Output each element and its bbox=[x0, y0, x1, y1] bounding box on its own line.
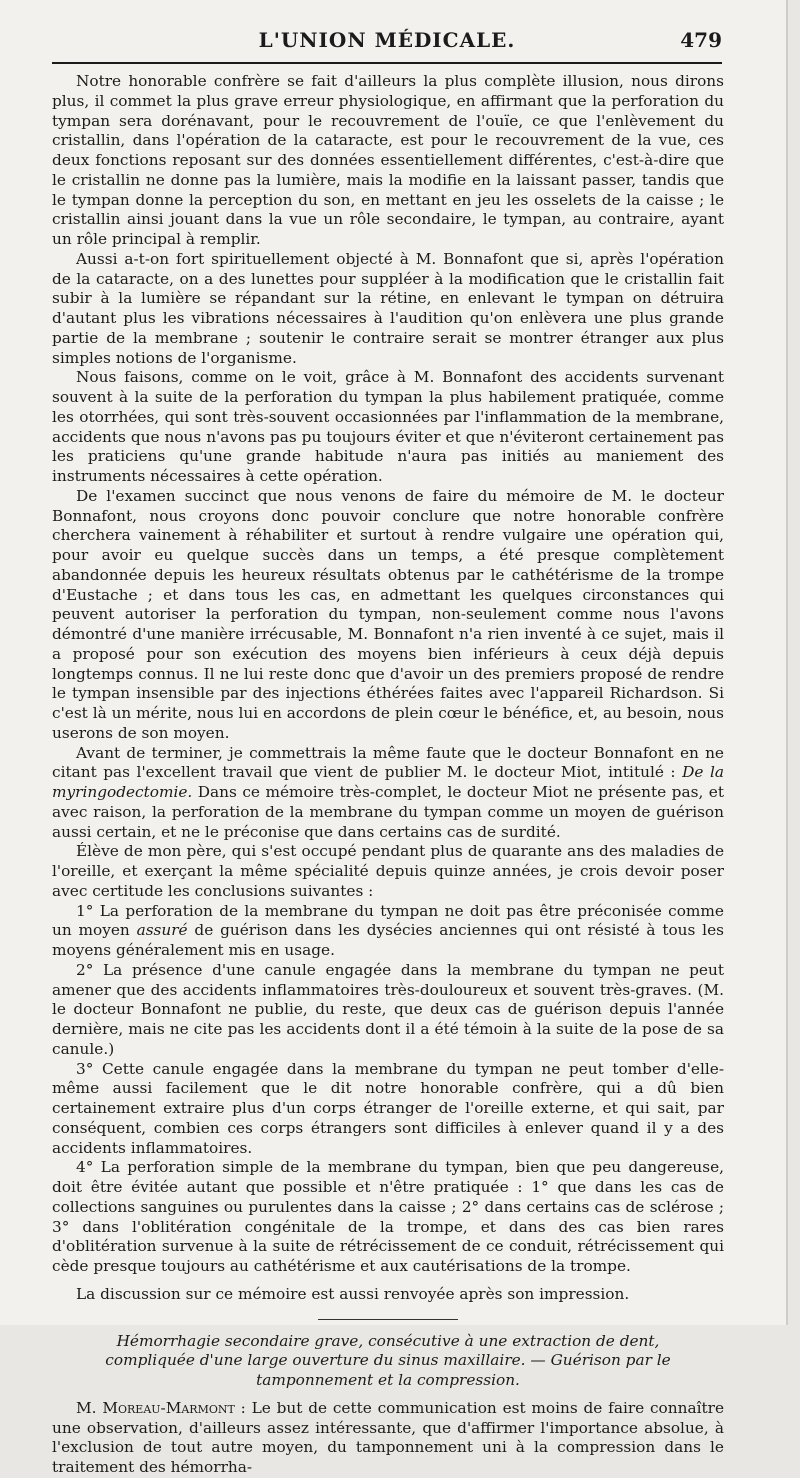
body-text bbox=[52, 72, 724, 1478]
page-number: 479 bbox=[680, 28, 722, 52]
text-span: Dans ce mémoire très-complet, le docteur Miot ne présente pas, et avec raison, la perforation de la membrane du tympan comme un moyen de guérison aussi certain, et ne le préconise que dans certains cas de surdité. bbox=[52, 783, 724, 841]
speaker-name: M. Moreau-Marmont bbox=[76, 1398, 235, 1417]
paragraph: Notre honorable confrère se fait d'ailleurs la plus complète illusion, nous dirons plus, il commet la plus grave erreur physiologique, en affirmant que la perforation du tympan sera dorénavant, pour le recouvrement de l'ouïe, ce que l'enlèvement du cristallin, dans l'opération de la cataracte, est pour le recouvrement de la vue, ces deux fonctions reposant sur des données essentiellement différentes, c'est-à-dire que le cristallin ne donne pas la lumière, mais la modifie en la laissant passer, tandis que le tympan donne la perception du son, en mettant en jeu les osselets de la caisse ; le cristallin ainsi jouant dans la vue un rôle secondaire, le tympan, au contraire, ayant un rôle principal à remplir. bbox=[52, 72, 724, 248]
conclusion-item: 2° La présence d'une canule engagée dans la membrane du tympan ne peut amener que des accidents inflammatoires très-douloureux et souvent très-graves. (M. le docteur Bonnafont ne publie, du reste, que deux cas de guérison depuis l'année dernière, mais ne cite pas les accidents dont il a été témoin à la suite de la pose de sa canule.) bbox=[52, 960, 724, 1058]
emphasis: assuré bbox=[136, 921, 188, 940]
running-title: L'UNION MÉDICALE. bbox=[258, 28, 516, 52]
paragraph-final bbox=[52, 1399, 724, 1478]
cited-title: De la myringodectomie. bbox=[52, 763, 724, 801]
paragraph-miot bbox=[52, 744, 724, 843]
text-span: : Le but de cette communication est moins de faire connaître une observation, d'ailleurs assez intéressante, que d'affirmer l'importance absolue, à l'exclusion de tout autre moyen, du tamponnement uni à la compression dans le traitement des hémorrha- bbox=[52, 1398, 724, 1476]
conclusion-item bbox=[52, 902, 724, 961]
conclusion-item: 4° La perforation simple de la membrane du tympan, bien que peu dangereuse, doit être évitée autant que possible et n'être pratiquée : 1° que dans les cas de collections sanguines ou purulentes dans la caisse ; 2° dans certains cas de sclérose ; 3° dans l'oblitération congénitale de la trompe, et dans des cas bien rares d'oblitération survenue à la suite de rétrécissement de ce conduit, rétrécissement qui cède presque toujours au cathétérisme et aux cautérisations de la trompe. bbox=[52, 1158, 724, 1275]
section-title: Hémorrhagie secondaire grave, consécutive à une extraction de dent, compliquée d'une large ouverture du sinus maxillaire. — Guérison par le tamponnement et la compression. bbox=[105, 1331, 671, 1389]
text-span: Avant de terminer, je commettrais la même faute que le docteur Bonnafont en ne citant pas l'excellent travail que vient de publier M. le docteur Miot, intitulé : bbox=[52, 743, 724, 782]
paragraph: Élève de mon père, qui s'est occupé pendant plus de quarante ans des maladies de l'oreille, et exerçant la même spécialité depuis quinze années, je crois devoir poser avec certitude les conclusions suivantes : bbox=[52, 842, 724, 900]
paragraph: Nous faisons, comme on le voit, grâce à M. Bonnafont des accidents survenant souvent à la suite de la perforation du tympan la plus habilement pratiquée, comme les otorrhées, qui sont très-souvent occasionnées par l'inflammation de la membrane, accidents que nous n'avons pas pu toujours éviter et que n'éviteront certainement pas les praticiens qu'une grande habitude n'aura pas initiés au maniement des instruments nécessaires à cette opération. bbox=[52, 368, 724, 485]
text-span: de guérison dans les dysécies anciennes qui ont résisté à tous les moyens généralement mis en usage. bbox=[52, 921, 724, 959]
conclusion-item: 3° Cette canule engagée dans la membrane du tympan ne peut tomber d'elle-même aussi facilement que le dit notre honorable confrère, qui a dû bien certainement extraire plus d'un corps étranger de l'oreille externe, et qui sait, par conséquent, combien ces corps étrangers sont difficiles à enlever quand il y a des accidents inflammatoires. bbox=[52, 1059, 724, 1157]
text-span: 1° La perforation de la membrane du tympan ne doit pas être préconisée comme un moyen bbox=[52, 901, 724, 940]
page-header bbox=[52, 22, 722, 64]
section-divider bbox=[318, 1319, 458, 1320]
paragraph: De l'examen succinct que nous venons de faire du mémoire de M. le docteur Bonnafont, nous croyons donc pouvoir conclure que notre honorable confrère cherchera vainement à réhabiliter et surtout à rendre vulgaire une opération qui, pour avoir eu quelque succès dans un temps, a été presque complètement abandonnée depuis les heureux résultats obtenus par le cathétérisme de la trompe d'Eustache ; et dans tous les cas, en admettant les quelques circonstances qui peuvent autoriser la perforation du tympan, non-seulement comme nous l'avons démontré d'une manière irrécusable, M. Bonnafont n'a rien inventé à ce sujet, mais il a proposé pour son exécution des moyens bien inférieurs à ceux déjà depuis longtemps connus. Il ne lui reste donc que d'avoir un des premiers proposé de rendre le tympan insensible par des injections éthérées faites avec l'appareil Richardson. Si c'est là un mérite, nous lui en accordons de plein cœur le bénéfice, et, au besoin, nous userons de son moyen. bbox=[52, 486, 724, 742]
discussion-note: La discussion sur ce mémoire est aussi renvoyée après son impression. bbox=[76, 1284, 630, 1303]
paragraph: Aussi a-t-on fort spirituellement objecté à M. Bonnafont que si, après l'opération de la cataracte, on a des lunettes pour suppléer à la modification que le cristallin fait subir à la lumière se répandant sur la rétine, en enlevant le tympan on détruira d'autant plus les vibrations nécessaires à l'audition qu'on enlèvera une plus grande partie de la membrane ; soutenir le contraire serait se montrer étranger aux plus simples notions de l'organisme. bbox=[52, 249, 724, 367]
